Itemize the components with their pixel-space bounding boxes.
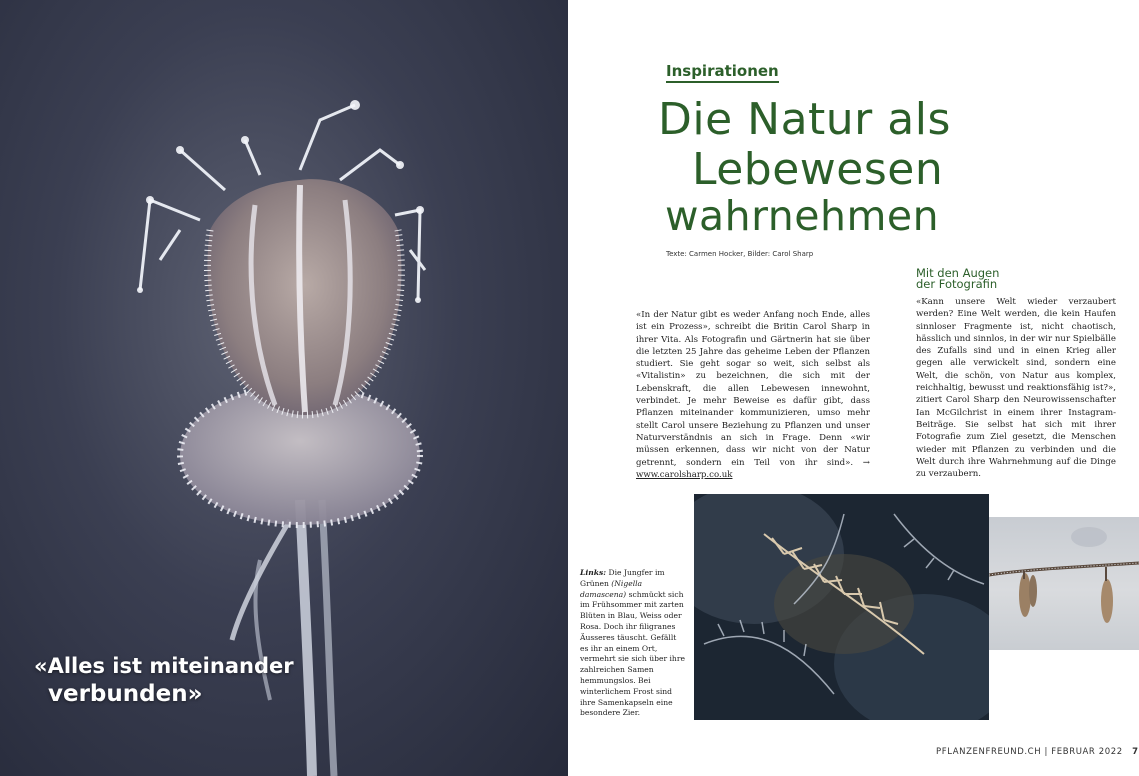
footer-separator: |	[1044, 747, 1048, 757]
author-credits: Texte: Carmen Hocker, Bilder: Carol Sharp	[666, 250, 814, 258]
page-footer	[936, 747, 1139, 757]
footer-site: PFLANZENFREUND.CH	[936, 747, 1042, 757]
article-body-text: «In der Natur gibt es weder Anfang noch Ende, alles ist ein Prozess», schreibt die Britin Carol Sharp in ihrer Vita. Als Fotografin und Gärtnerin hat sie über die letzten 25 Jahre das geheime Leben der Pflanzen studiert. Sie geht sogar so weit, sich selbst als «Vitalistin» zu bezeichnen, die sich mit der Lebenskraft, die allen Lebewesen innewohnt, verbindet. Je mehr Beweise es dafür gibt, dass Pflanzen miteinander kommunizieren, umso mehr stellt Carol unsere Beziehung zu Pflanzen und unser Naturverständnis an sich in Frage. Denn «wir müssen erkennen, dass wir nicht von der Natur getrennt, sondern ein Teil von ihr sind».	[636, 310, 870, 468]
caption-botanical-name: (Nigella damascena)	[580, 578, 643, 599]
frost-fern-photo	[694, 494, 989, 720]
website-link[interactable]: www.carolsharp.co.uk	[636, 469, 733, 480]
link-arrow-icon: →	[862, 457, 870, 468]
twig-illustration	[989, 517, 1139, 650]
footer-issue: FEBRUAR 2022	[1051, 747, 1123, 757]
headline-line-2: Lebewesen	[692, 144, 944, 195]
caption-lead: Links:	[580, 568, 607, 577]
photo-caption	[580, 568, 686, 719]
headline-line-3: wahrnehmen	[665, 192, 940, 240]
frost-twig-photo	[989, 517, 1139, 650]
subheading	[916, 268, 999, 290]
subheading-line-2: der Fotografin	[916, 277, 998, 291]
article-body-column	[636, 309, 870, 481]
subheading-line-1: Mit den Augen	[916, 266, 1000, 280]
subsection-body-text: «Kann unsere Welt wieder verzaubert werden? Eine Welt werden, die kein Haufen sinnloser Fragmente ist, nicht chaotisch, hässlich und sinnlos, in der wir nur Spielbälle des Zufalls sind und in einen Krieg aller gegen alle verwickelt sind, sondern eine Welt, die schön, von Natur aus komplex, reichhaltig, bewusst und reaktionsfähig ist?», zitiert Carol Sharp den Neurowissenschafter Ian McGilchrist in einem ihrer Instagram-Beiträge. Sie selbst hat sich mit ihrer Fotografie zum Ziel gesetzt, die Menschen wieder mit Pflanzen zu verbinden und die Welt durch ihre Wahrnehmung auf die Dinge zu verzaubern.	[916, 297, 1116, 480]
headline-line-1: Die Natur als	[658, 94, 951, 145]
section-kicker: Inspirationen	[666, 62, 779, 83]
pull-quote	[34, 652, 294, 708]
caption-text-2: schmückt sich im Frühsommer mit zarten Blüten in Blau, Weiss oder Rosa. Doch ihr filigranes Äusseres täuscht. Gefällt es ihr an einem Ort, vermehrt sie sich über ihre zahlreichen Samen hemmungslos. Bei winterlichem Frost sind ihre Samenkapseln eine besondere Zier.	[580, 589, 685, 718]
article-page	[568, 0, 1139, 776]
frost-seedpod-photo	[0, 0, 568, 776]
pull-quote-line-2: verbunden»	[48, 681, 203, 707]
caption-text-1: Die Jungfer im Grünen	[580, 568, 665, 588]
page-number: 7	[1132, 747, 1139, 757]
pull-quote-line-1: «Alles ist miteinander	[34, 654, 294, 678]
fern-illustration	[694, 494, 989, 720]
